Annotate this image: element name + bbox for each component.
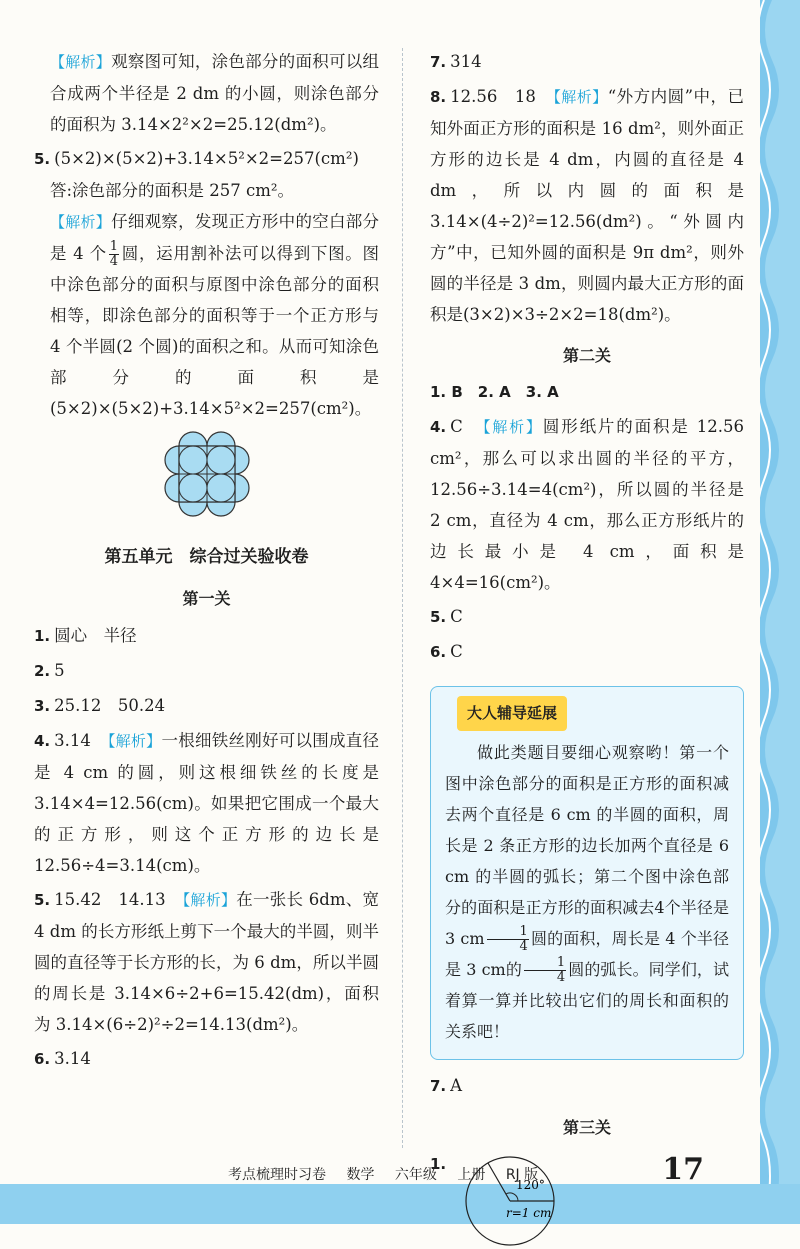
answer-7-level2: 7. A (430, 1076, 463, 1095)
answer-1: 1. 圆心 半径 (34, 626, 137, 645)
analysis-tag: 【解析】 (50, 53, 112, 71)
page-number: 17 (662, 1152, 704, 1187)
page-footer (228, 1164, 554, 1184)
analysis-text: 圆，运用割补法可以得到下图。图中涂色部分的面积与原图中涂色部分的面积相等，即涂色部分的面积等于一个正方形与 4 个半圆(2 个圆)的面积之和。从而可知涂色部分的面积是(5×2)×(5×2)+3.14×5²×2=257(cm²)。 (50, 244, 379, 418)
fraction-one-quarter: $\frac{1}{4}$ (109, 239, 119, 269)
answers-1-2-3: 1. B 2. A 3. A (430, 383, 559, 401)
answer-7: 7. 314 (430, 52, 482, 71)
analysis-tag: 【解析】 (50, 213, 112, 231)
analysis-5 (34, 206, 379, 424)
footer-book-title: 考点梳理时习卷 (228, 1167, 326, 1183)
right-column (430, 46, 744, 1249)
unit-title: 第五单元 综合过关验收卷 (104, 547, 309, 567)
footer-volume: 上册 (457, 1167, 486, 1183)
figure-square-four-semicircles (34, 430, 379, 526)
analysis-text: 仔细观察，发现正方形中的空白部分是 4 个 (50, 212, 379, 263)
level-title-3: 第三关 (562, 1118, 611, 1137)
answer-5-level2: 5. C (430, 607, 463, 626)
column-divider (402, 48, 403, 1148)
analysis-q4-cont (34, 46, 379, 140)
parent-guidance-text: 做此类题目要细心观察哟！第一个图中涂色部分的面积是正方形的面积减去两个直径是 6 cm 的半圆的面积，周长是 2 条正方形的边长加两个直径是 6 cm 的半圆的弧长；第二个图中涂色部分的面积是正方形的面积减去4个半径是 3 cm $\frac{1}{4}$ 圆的面积，周长是 4 个半径是 3 cm的 $\frac{1}{4}$ 圆的弧长。同学们，试着算一算并比较出它们的周长和面积的关系吧！ (445, 743, 729, 1041)
answer-5-unit: 5. 15.42 14.13 【解析】在一张长 6dm、宽 4 dm 的长方形纸上剪下一个最大的半圆，则半圆的直径等于长方形的长，为 6 dm，所以半圆的周长是 3.14×6÷2+6=15.42(dm)，面积为 3.14×(6÷2)²÷2=14.13(dm²)。 (34, 890, 379, 1034)
left-column (34, 46, 379, 1075)
question-number: 1. (430, 1155, 447, 1173)
level-title-1: 第一关 (182, 589, 231, 608)
answer-equation: (5×2)×(5×2)+3.14×5²×2=257(cm²) (54, 149, 359, 168)
answer-2: 2. 5 (34, 661, 65, 680)
answer-6: 6. 3.14 (34, 1049, 91, 1068)
question-number: 5. (34, 150, 51, 168)
radius-label: r=1 cm (506, 1206, 552, 1220)
answer-6-level2: 6. C (430, 642, 463, 661)
analysis-text: 观察图可知，涂色部分的面积可以组合成两个半径是 2 dm 的小圆，则涂色部分的面积为 3.14×2²×2=25.12(dm²)。 (50, 52, 379, 134)
footer-grade: 六年级 (394, 1167, 437, 1183)
answer-5 (34, 143, 379, 175)
answer-statement: 答:涂色部分的面积是 257 cm²。 (50, 181, 295, 200)
parent-guidance-box (430, 686, 744, 1060)
angle-label: 120° (516, 1178, 545, 1192)
footer-edition: RJ 版 (505, 1167, 539, 1183)
level-title-2: 第二关 (562, 346, 611, 365)
answer-8: 8. 12.56 18 【解析】“外方内圆”中，已知外面正方形的面积是 16 dm²，则外面正方形的边长是 4 dm，内圆的直径是 4 dm，所以内圆的面积是 3.14×(4÷2)²=12.56(dm²)。“外圆内方”中，已知外圆的面积是 9π dm²，则外圆的半径是 3 dm，则圆内最大正方形的面积是(3×2)×3÷2×2=18(dm²)。 (430, 87, 744, 324)
answer-4: 4. 3.14 【解析】一根细铁丝刚好可以围成直径是 4 cm 的圆，则这根细铁丝的长度是 3.14×4=12.56(cm)。如果把它围成一个最大的正方形，则这个正方形的边长是 12.56÷4=3.14(cm)。 (34, 731, 380, 875)
answer-3: 3. 25.12 50.24 (34, 696, 166, 715)
answer-4-level2: 4. C 【解析】圆形纸片的面积是 12.56 cm²，那么可以求出圆的半径的平方，12.56÷3.14=4(cm²)，所以圆的半径是 2 cm，直径为 4 cm，那么正方形纸片的边长最小是 4 cm，面积是 4×4=16(cm²)。 (430, 417, 744, 592)
footer-subject: 数学 (346, 1167, 375, 1183)
parent-guidance-title: 大人辅导延展 (457, 696, 567, 731)
fraction-one-quarter: $\frac{1}{4}$ (524, 956, 566, 985)
fraction-one-quarter: $\frac{1}{4}$ (487, 925, 529, 954)
